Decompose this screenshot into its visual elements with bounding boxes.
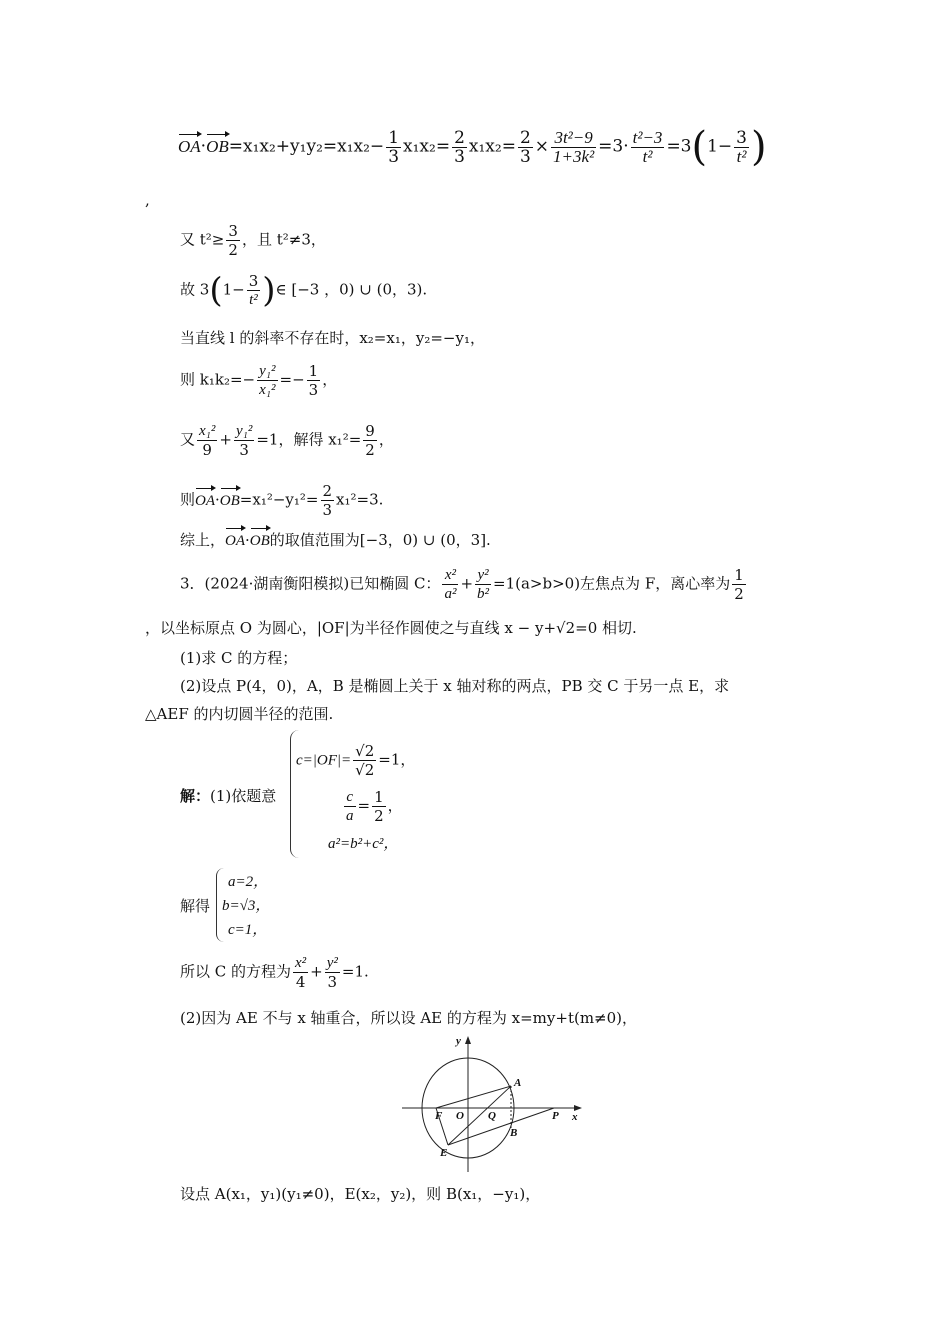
solve-label: 解得	[180, 897, 211, 915]
left-paren: (	[691, 124, 708, 170]
equation-line-7: 则OA·OB=x₁²−y₁²= $\frac{2}{3}$ x₁²=3.	[180, 482, 384, 519]
solution-label: 解：(1)依题意	[180, 787, 277, 805]
label-a: A	[514, 1077, 522, 1089]
vector-oa: OA	[178, 136, 201, 156]
solve-row-2: b=√3，	[222, 898, 271, 914]
label-q: Q	[488, 1110, 496, 1122]
equation-line-1: OA·OB=x₁x₂+y₁y₂=x₁x₂− $\frac{1}{3}$ x₁x₂= $\frac{2}{3}$ x₁x₂= $\frac{2}{3}$ × $\frac{\text{3t²−9}}{\text{1+3k²}}$ =3· $\frac{\text{t²−3}}{\text{t²}}$ =3(1− $\frac{3}{\text{t²}}$ )	[178, 124, 767, 170]
fraction: $\frac{3}{\text{t²}}$	[736, 127, 747, 166]
equation-line-6: 又 $\frac{\text{x₁²}}{9}$ + $\frac{\text{y₁²}}{3}$ =1，解得 x₁²= $\frac{9}{2}$ ，	[180, 422, 394, 459]
question-2-cont: △AEF 的内切圆半径的范围.	[145, 705, 334, 723]
right-paren: )	[751, 124, 767, 170]
fraction: $\frac{\text{3t²−9}}{\text{1+3k²}}$	[553, 127, 595, 166]
solve-row-1: a=2，	[228, 874, 269, 890]
system-row-1: c=|OF|= $\frac{√2}{√2}$ =1，	[296, 742, 416, 779]
problem-statement: 3．(2024·湖南衡阳模拟)已知椭圆 C： $\frac{\text{x²}}{\text{a²}}$ + $\frac{\text{y²}}{\text{b²}}$ =1(a>b>0)左焦点为 F，离心率为 $\frac{1}{2}$	[180, 566, 744, 603]
problem-statement-cont: ，以坐标原点 O 为圆心，|OF|为半径作圆使之与直线 x − y+√2=0 相切.	[145, 619, 637, 637]
question-1: (1)求 C 的方程；	[180, 649, 298, 667]
fraction: $\frac{1}{3}$	[388, 127, 400, 167]
system-row-2: $\frac{c}{a}$ = $\frac{1}{2}$ ，	[346, 788, 403, 825]
equation-line-2: 又 t²≥ $\frac{3}{2}$ ，且 t²≠3，	[180, 222, 326, 259]
fraction: $\frac{\text{t²−3}}{\text{t²}}$	[632, 127, 663, 166]
system-row-3: a²=b²+c²，	[328, 836, 399, 852]
label-o: O	[456, 1110, 464, 1122]
fraction: $\frac{2}{3}$	[519, 127, 531, 167]
label-y: y	[456, 1035, 461, 1047]
comma-line: ,	[145, 191, 150, 209]
label-b: B	[510, 1127, 518, 1139]
vector-ob: OB	[206, 136, 229, 156]
result-line: 所以 C 的方程为 $\frac{\text{x²}}{4}$ + $\frac{\text{y²}}{3}$ =1.	[180, 955, 369, 991]
last-line: 设点 A(x₁，y₁)(y₁≠0)，E(x₂，y₂)，则 B(x₁，−y₁)，	[180, 1185, 541, 1203]
label-p: P	[552, 1110, 559, 1122]
equation-line-3: 故 3(1− $\frac{3}{\text{t²}}$ )∈ [−3 ，0) ∪ (0，3).	[180, 270, 428, 311]
solve-row-3: c=1，	[228, 922, 268, 938]
part-2-line: (2)因为 AE 不与 x 轴重合，所以设 AE 的方程为 x=my+t(m≠0)，	[180, 1009, 638, 1027]
label-x: x	[572, 1111, 578, 1123]
summary-line: 综上，OA·OB的取值范围为[−3，0) ∪ (0，3].	[180, 531, 491, 549]
label-e: E	[440, 1147, 448, 1159]
ellipse-figure	[398, 1032, 588, 1174]
y-axis-arrow	[465, 1036, 471, 1044]
text-line-4: 当直线 l 的斜率不存在时，x₂=x₁，y₂=−y₁，	[180, 329, 485, 347]
label-f: F	[435, 1110, 443, 1122]
equation-line-5: 则 k₁k₂=− $\frac{\text{y₁²}}{\text{x₁²}}$ =− $\frac{1}{3}$ ，	[180, 362, 338, 399]
question-2: (2)设点 P(4，0)，A，B 是椭圆上关于 x 轴对称的两点，PB 交 C 于另一点 E，求	[180, 677, 730, 695]
fraction: $\frac{2}{3}$	[454, 127, 465, 167]
